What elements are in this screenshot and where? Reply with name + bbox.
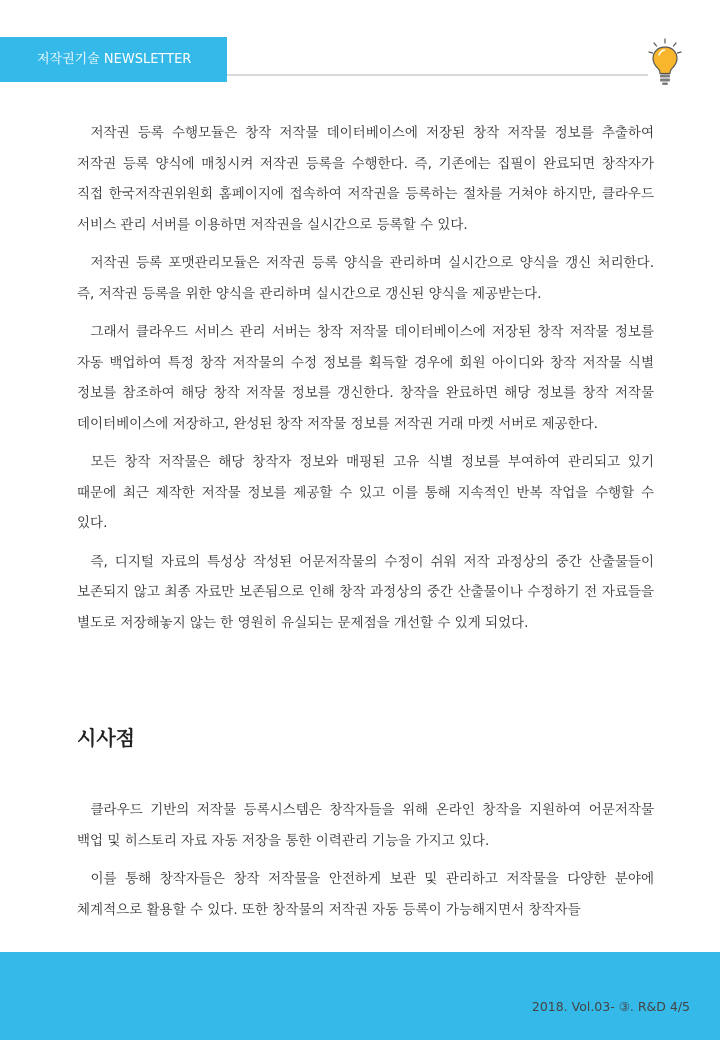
newsletter-title: 저작권기술 NEWSLETTER (37, 52, 192, 67)
lightbulb-icon (647, 38, 683, 88)
section-paragraph: 클라우드 기반의 저작물 등록시스템은 창작자들을 위해 온라인 창작을 지원하여 어문저작물 백업 및 히스토리 자료 자동 저장을 통한 이력관리 기능을 가지고 있다. (77, 802, 654, 849)
article-body (77, 118, 654, 646)
body-paragraph: 저작권 등록 수행모듈은 창작 저작물 데이터베이스에 저장된 창작 저작물 정보를 추출하여 저작권 등록 양식에 매칭시켜 저작권 등록을 수행한다. 즉, 기존에는 집필이 완료되면 창작자가 직접 한국저작권위원회 홈페이지에 접속하여 저작권을 등록하는 절차를 거쳐야 하지만, 클라우드 서비스 관리 서버를 이용하면 저작권을 실시간으로 등록할 수 있다. (77, 125, 654, 233)
section-body (77, 795, 654, 933)
footer-bar (0, 952, 720, 1040)
body-paragraph: 즉, 디지털 자료의 특성상 작성된 어문저작물의 수정이 쉬워 저작 과정상의 중간 산출물들이 보존되지 않고 최종 자료만 보존됨으로 인해 창작 과정상의 중간 산출물이나 수정하기 전 자료들을 별도로 저장해놓지 않는 한 영원히 유실되는 문제점을 개선할 수 있게 되었다. (77, 553, 654, 631)
header-divider (227, 74, 648, 76)
page-info: 2018. Vol.03- ③. R&D 4/5 (531, 999, 690, 1014)
section-title: 시사점 (77, 726, 135, 750)
newsletter-header-tab (0, 37, 227, 82)
body-paragraph: 그래서 클라우드 서비스 관리 서버는 창작 저작물 데이터베이스에 저장된 창작 저작물 정보를 자동 백업하여 특정 창작 저작물의 수정 정보를 획득할 경우에 회원 아이디와 창작 저작물 식별 정보를 참조하여 해당 창작 저작물 정보를 갱신한다. 창작을 완료하면 해당 정보를 창작 저작물 데이터베이스에 저장하고, 완성된 창작 저작물 정보를 저작권 거래 마켓 서버로 제공한다. (77, 324, 654, 432)
section-paragraph: 이를 통해 창작자들은 창작 저작물을 안전하게 보관 및 관리하고 저작물을 다양한 분야에 체계적으로 활용할 수 있다. 또한 창작물의 저작권 자동 등록이 가능해지면서 창작자들 (77, 871, 654, 918)
body-paragraph: 모든 창작 저작물은 해당 창작자 정보와 매핑된 고유 식별 정보를 부여하여 관리되고 있기 때문에 최근 제작한 저작물 정보를 제공할 수 있고 이를 통해 지속적인 반복 작업을 수행할 수 있다. (77, 454, 654, 531)
body-paragraph: 저작권 등록 포맷관리모듈은 저작권 등록 양식을 관리하며 실시간으로 양식을 갱신 처리한다. 즉, 저작권 등록을 위한 양식을 관리하며 실시간으로 갱신된 양식을 제공받는다. (77, 255, 654, 302)
